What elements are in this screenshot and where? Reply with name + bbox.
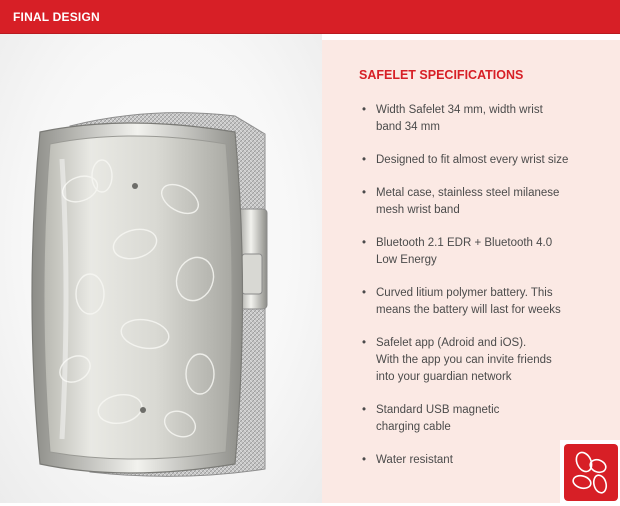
header-bar bbox=[0, 0, 620, 34]
list-item: • Safelet app (Adroid and iOS). With the app you can invite friends into your guardian network bbox=[356, 335, 606, 386]
list-item: • Standard USB magnetic charging cable bbox=[356, 402, 606, 436]
list-item: • Width Safelet 34 mm, width wrist band 34 mm bbox=[356, 102, 606, 136]
product-image-panel bbox=[0, 34, 322, 503]
page-title: FINAL DESIGN bbox=[13, 10, 100, 24]
list-item: • Bluetooth 2.1 EDR + Bluetooth 4.0 Low Energy bbox=[356, 235, 606, 269]
specifications-list bbox=[356, 102, 606, 485]
specifications-title: SAFELET SPECIFICATIONS bbox=[359, 68, 524, 82]
specifications-panel bbox=[322, 40, 620, 503]
list-item: • Water resistant bbox=[356, 452, 606, 469]
list-item: • Designed to fit almost every wrist size bbox=[356, 152, 606, 169]
safelet-logo-icon bbox=[564, 444, 618, 501]
list-item: • Metal case, stainless steel milanese mesh wrist band bbox=[356, 185, 606, 219]
logo-badge bbox=[560, 440, 620, 503]
list-item: • Curved litium polymer battery. This means the battery will last for weeks bbox=[356, 285, 606, 319]
safelet-bracelet-image bbox=[30, 104, 280, 484]
